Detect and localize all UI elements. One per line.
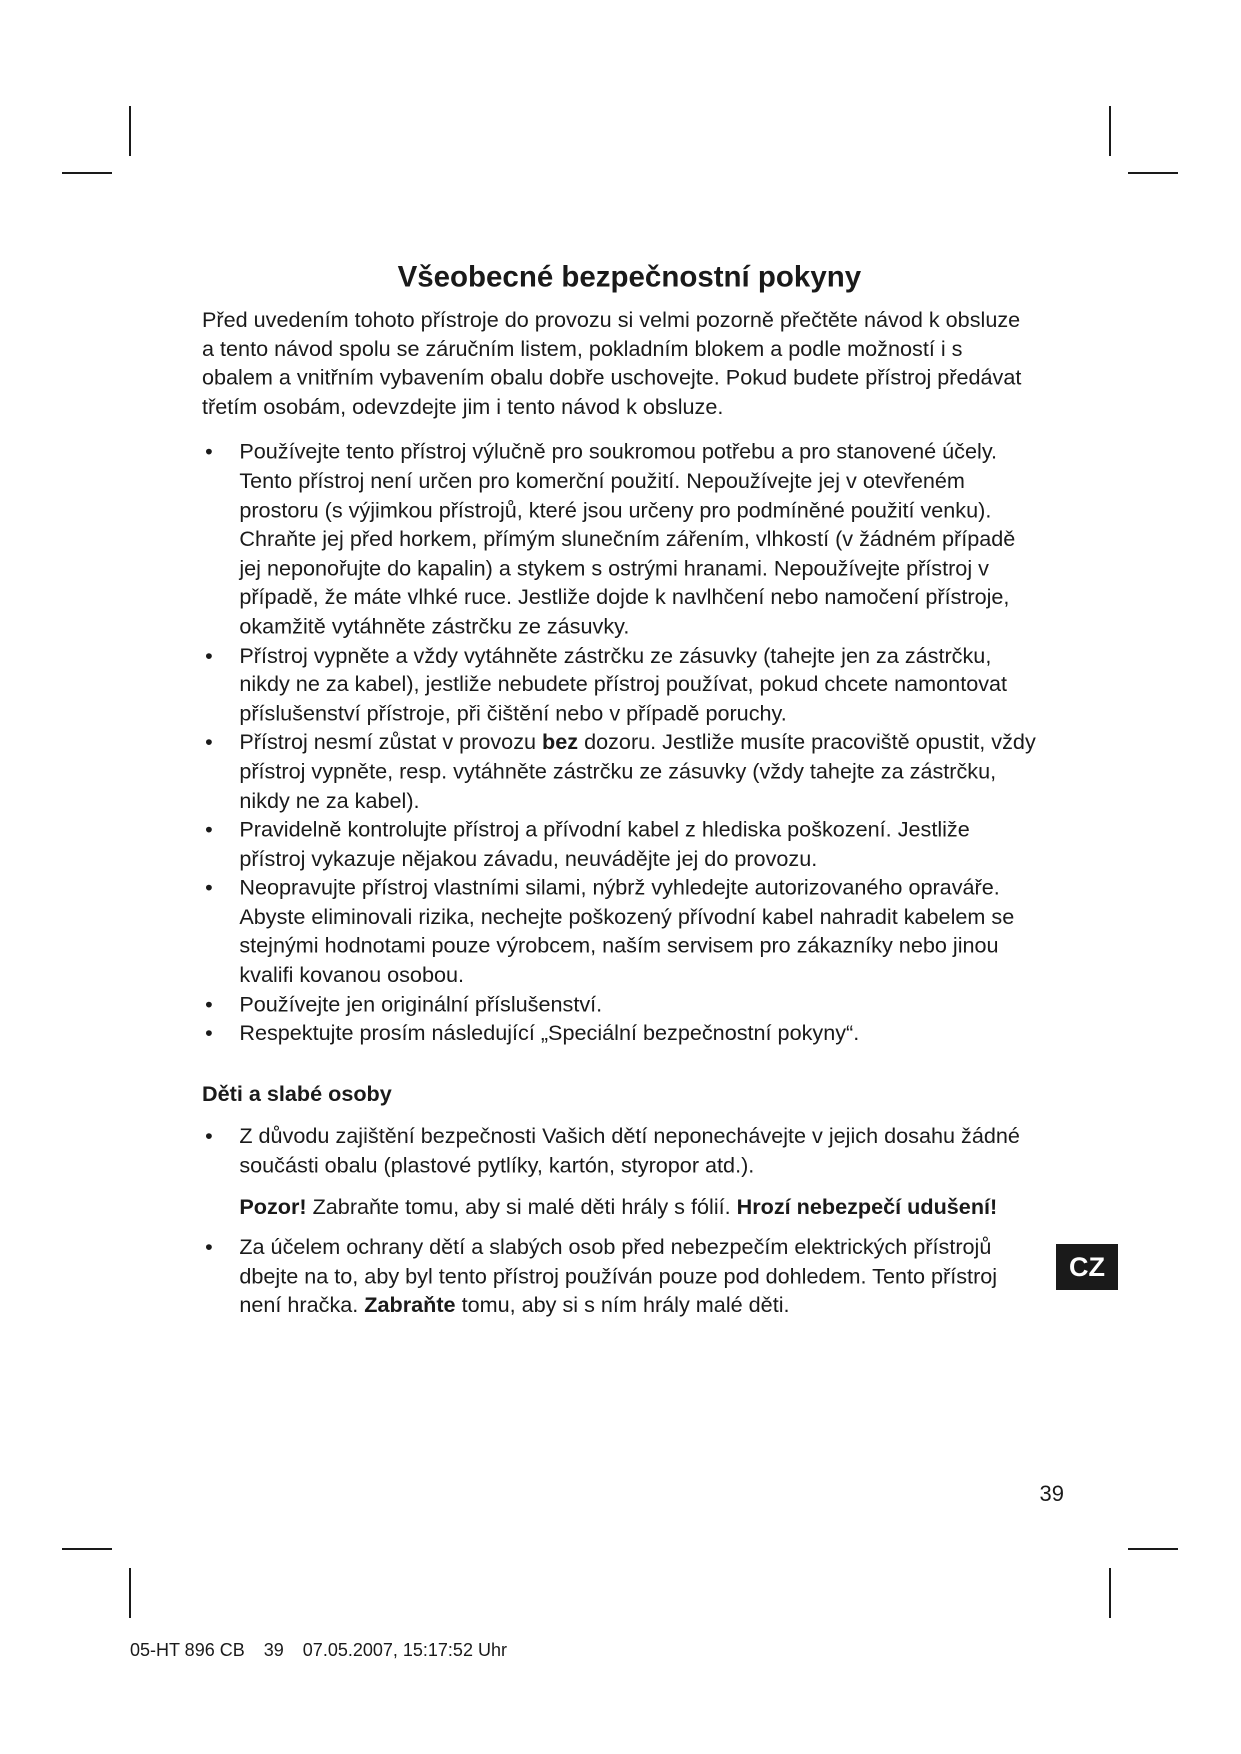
print-footer bbox=[130, 1640, 521, 1661]
warning-label: Pozor! bbox=[239, 1193, 307, 1219]
crop-mark bbox=[1128, 1548, 1178, 1550]
warning-text: Zabraňte tomu, aby si malé děti hrály s fólií. bbox=[306, 1193, 737, 1219]
page-title: Všeobecné bezpečnostní pokyny bbox=[397, 260, 862, 294]
safety-list bbox=[202, 437, 1037, 1048]
list-item: • Respektujte prosím následující „Speciální bezpečnostní pokyny“. bbox=[202, 1019, 1037, 1048]
language-badge: CZ bbox=[1056, 1244, 1118, 1290]
list-item: • Přístroj vypněte a vždy vytáhněte zástrčku ze zásuvky (tahejte jen za zástrčku, nikdy ne za kabel), jestliže nebudete přístroj používat, pokud chcete namontovat příslušenství přístroje, při čištění nebo v případě poruchy. bbox=[202, 641, 1037, 728]
list-item: • Pravidelně kontrolujte přístroj a přívodní kabel z hlediska poškození. Jestliže přístroj vykazuje nějakou závadu, neuvádějte jej do provozu. bbox=[202, 815, 1037, 873]
section-heading: Děti a slabé osoby bbox=[202, 1081, 392, 1106]
list-item bbox=[202, 728, 1037, 815]
text: Přístroj nesmí zůstat v provozu bbox=[239, 729, 543, 755]
page-number: 39 bbox=[1039, 1481, 1064, 1506]
list-item bbox=[202, 1233, 1037, 1320]
crop-mark bbox=[1128, 172, 1178, 174]
warning-emphasis: Hrozí nebezpečí udušení! bbox=[736, 1193, 998, 1219]
list-item: • Neopravujte přístroj vlastními silami, nýbrž vyhledejte autorizovaného opraváře. Abyste eliminovali rizika, nechejte poškozený přívodní kabel nahradit kabelem se stejnými hodnotami pouze výrobcem, naším servisem pro zákazníky nebo jinou kvalifi kovanou osobou. bbox=[202, 873, 1037, 989]
crop-mark bbox=[62, 1548, 112, 1550]
list-item: • Používejte jen originální příslušenství. bbox=[202, 990, 1037, 1019]
intro-paragraph: Před uvedením tohoto přístroje do provozu si velmi pozorně přečtěte návod k obsluze a tento návod spolu se záručním listem, pokladním blokem a podle možností i s obalem a vnitřním vybavením obalu dobře uschovejte. Pokud budete přístroj předávat třetím osobám, odevzdejte jim i tento návod k obsluze. bbox=[202, 307, 1022, 419]
crop-mark bbox=[62, 172, 112, 174]
crop-mark bbox=[1109, 106, 1111, 156]
footer-page: 39 bbox=[263, 1640, 284, 1660]
text: Za účelem ochrany dětí a slabých osob před nebezpečím elektrických přístrojů dbejte na to, aby byl tento přístroj používán pouze pod dohledem. Tento přístroj není hračka. bbox=[239, 1234, 998, 1318]
page-content bbox=[202, 258, 1037, 1320]
crop-mark bbox=[129, 1568, 131, 1618]
list-item: • Z důvodu zajištění bezpečnosti Vašich dětí neponechávejte v jejich dosahu žádné součásti obalu (plastové pytlíky, kartón, styropor atd.). bbox=[202, 1122, 1037, 1180]
footer-code: 05-HT 896 CB bbox=[130, 1640, 245, 1660]
emphasis: bez bbox=[542, 729, 579, 755]
warning-note bbox=[202, 1192, 1037, 1221]
text: dozoru. Jestliže musíte pracoviště opustit, vždy přístroj vypněte, resp. vytáhněte zástrčku ze zásuvky (vždy tahejte za zástrčku, nikdy ne za kabel). bbox=[239, 729, 1036, 813]
children-list bbox=[202, 1122, 1037, 1180]
emphasis: Zabraňte bbox=[364, 1292, 456, 1318]
crop-mark bbox=[129, 106, 131, 156]
footer-datetime: 07.05.2007, 15:17:52 Uhr bbox=[302, 1640, 507, 1660]
crop-mark bbox=[1109, 1568, 1111, 1618]
text: tomu, aby si s ním hrály malé děti. bbox=[455, 1292, 790, 1318]
children-list-2 bbox=[202, 1233, 1037, 1320]
list-item: • Používejte tento přístroj výlučně pro soukromou potřebu a pro stanovené účely. Tento přístroj není určen pro komerční použití. Nepoužívejte jej v otevřeném prostoru (s výjimkou přístrojů, které jsou určeny pro podmíněné použití venku). Chraňte jej před horkem, přímým slunečním zářením, vlhkostí (v žádném případě jej neponořujte do kapalin) a stykem s ostrými hranami. Nepoužívejte přístroj v případě, že máte vlhké ruce. Jestliže dojde k navlhčení nebo namočení přístroje, okamžitě vytáhněte zástrčku ze zásuvky. bbox=[202, 437, 1037, 641]
